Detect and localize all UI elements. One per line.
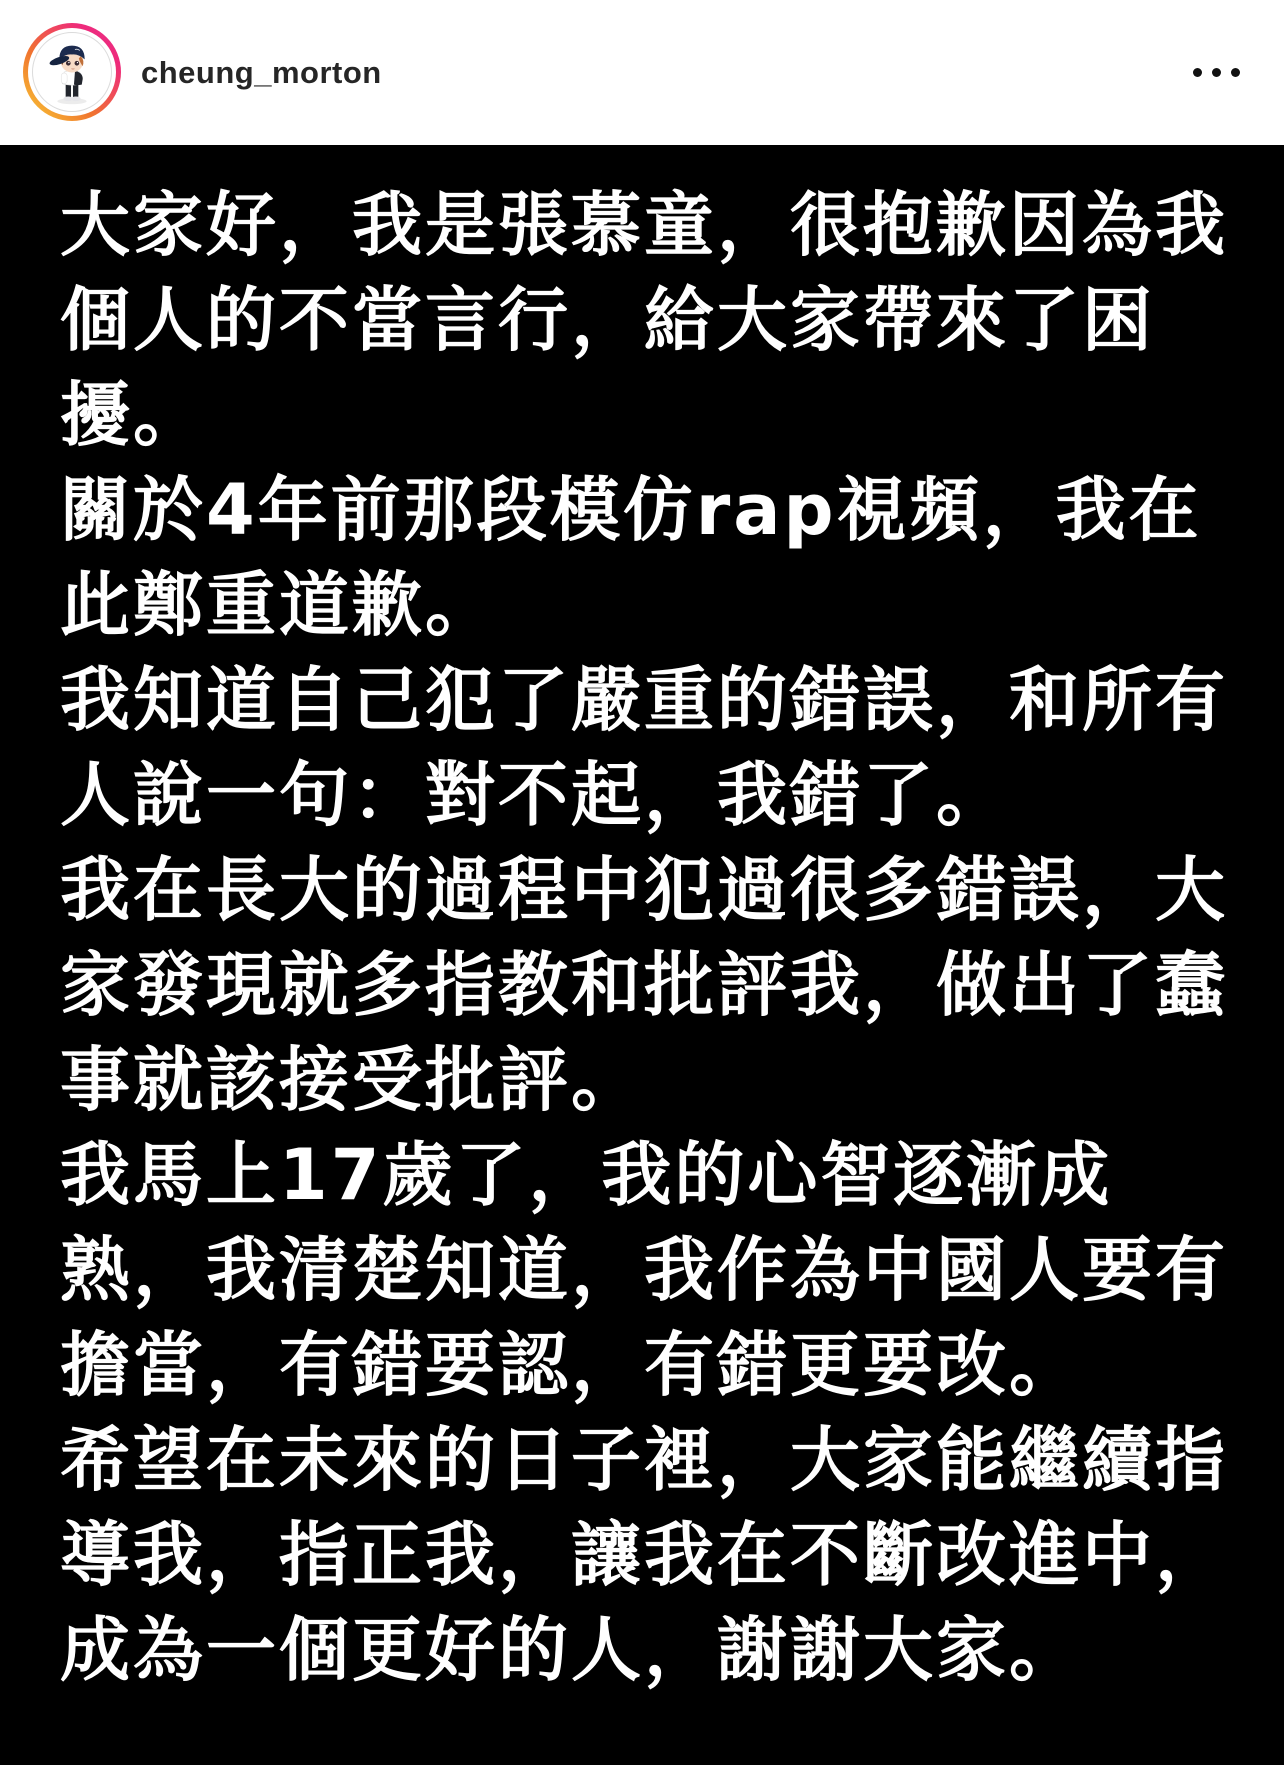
bottom-strip bbox=[0, 1765, 1284, 1773]
caption-line: 個人的不當言行，給大家帶來了困 bbox=[60, 279, 1155, 361]
caption-line: 擔當，有錯要認，有錯更要改。 bbox=[60, 1324, 1082, 1406]
caption-line: 人說一句：對不起，我錯了。 bbox=[60, 754, 1009, 836]
more-options-button[interactable] bbox=[1191, 60, 1242, 85]
ellipsis-dot bbox=[1193, 68, 1202, 77]
caption-line: 我知道自己犯了嚴重的錯誤，和所有 bbox=[60, 659, 1228, 741]
caption-line: 家發現就多指教和批評我，做出了蠢 bbox=[60, 944, 1228, 1026]
apology-text bbox=[60, 178, 1264, 1698]
caption-line: 我馬上17歲了，我的心智逐漸成 bbox=[60, 1134, 1113, 1216]
story-ring-gap bbox=[28, 28, 116, 116]
post-image[interactable] bbox=[0, 145, 1284, 1765]
caption-line: 此鄭重道歉。 bbox=[60, 564, 498, 646]
username[interactable]: cheung_morton bbox=[141, 54, 382, 90]
caption-line: 熟，我清楚知道，我作為中國人要有 bbox=[60, 1229, 1228, 1311]
avatar[interactable] bbox=[32, 32, 112, 112]
caption-line: 希望在未來的日子裡，大家能繼續指 bbox=[60, 1419, 1228, 1501]
avatar-illustration bbox=[33, 33, 111, 111]
caption-line: 成為一個更好的人，謝謝大家。 bbox=[60, 1609, 1082, 1691]
caption-line: 擾。 bbox=[60, 374, 206, 456]
caption-line: 我在長大的過程中犯過很多錯誤，大 bbox=[60, 849, 1228, 931]
post-header bbox=[0, 0, 1284, 145]
story-ring[interactable] bbox=[23, 23, 121, 121]
ellipsis-dot bbox=[1231, 68, 1240, 77]
caption-line: 事就該接受批評。 bbox=[60, 1039, 644, 1121]
ellipsis-dot bbox=[1212, 68, 1221, 77]
caption-line: 關於4年前那段模仿rap視頻，我在 bbox=[60, 469, 1202, 551]
caption-line: 大家好，我是張慕童，很抱歉因為我 bbox=[60, 184, 1228, 266]
caption-line: 導我，指正我，讓我在不斷改進中， bbox=[60, 1514, 1228, 1596]
